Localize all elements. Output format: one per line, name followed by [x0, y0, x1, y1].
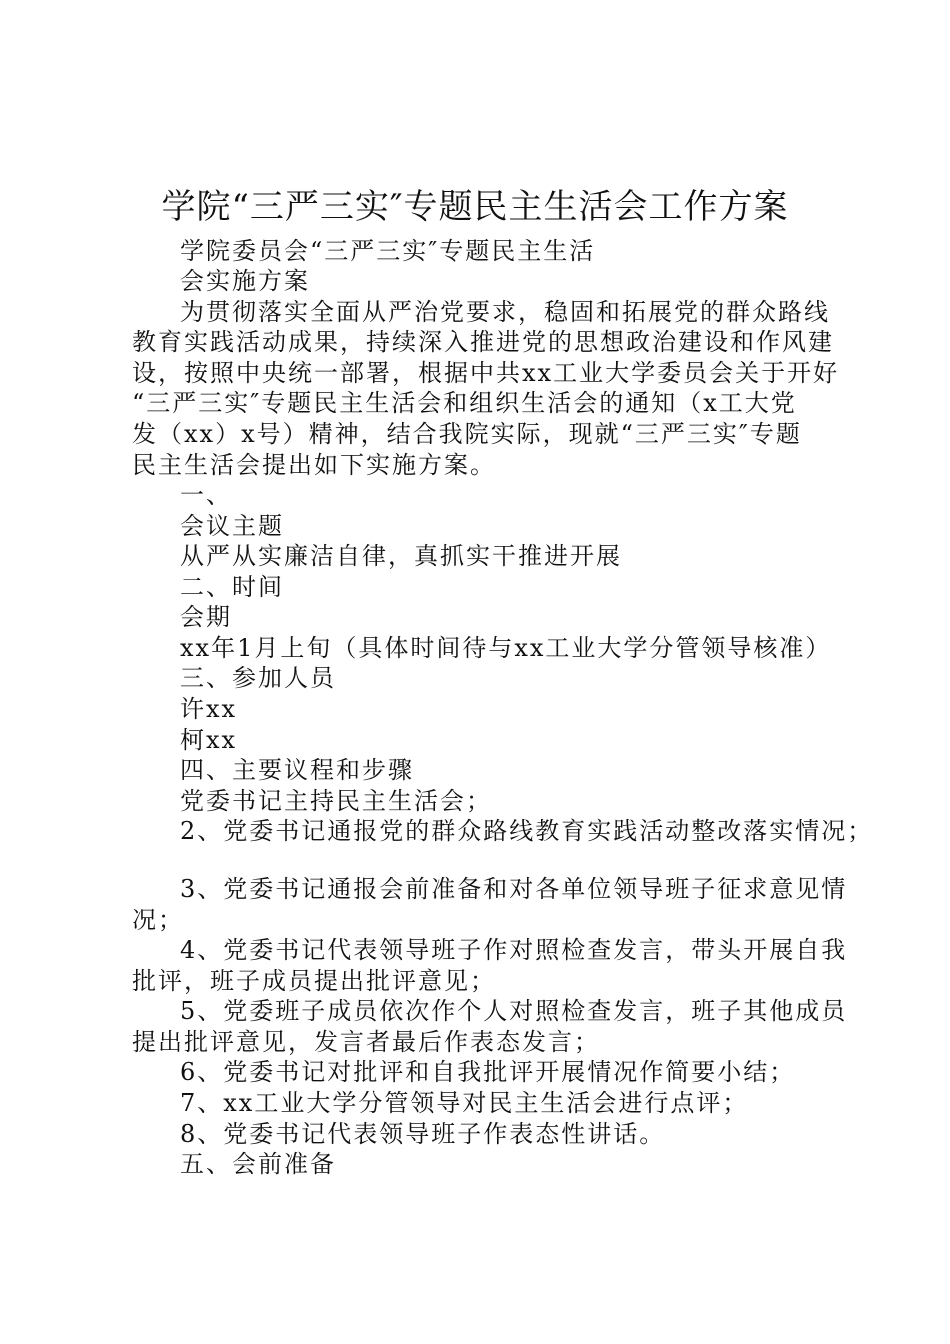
- text-line: 况；: [132, 906, 184, 934]
- text-line: 会期: [180, 603, 232, 631]
- section-heading: 一、: [180, 481, 232, 509]
- text-line: 7、xx工业大学分管领导对民主生活会进行点评；: [180, 1089, 749, 1117]
- section-heading: 二、时间: [180, 573, 284, 601]
- text-line: 5、党委班子成员依次作个人对照检查发言，班子其他成员: [180, 997, 848, 1025]
- text-line: 会实施方案: [180, 267, 310, 295]
- text-line: 设，按照中央统一部署，根据中共xx工业大学委员会关于开好: [132, 359, 840, 387]
- text-line: xx年1月上旬（具体时间待与xx工业大学分管领导核准）: [180, 634, 832, 662]
- text-line: 教育实践活动成果，持续深入推进党的思想政治建设和作风建: [132, 328, 834, 356]
- text-line: 许xx: [180, 695, 238, 723]
- text-line: 6、党委书记对批评和自我批评开展情况作简要小结；: [180, 1058, 796, 1086]
- section-heading: 四、主要议程和步骤: [180, 756, 414, 784]
- section-heading: 三、参加人员: [180, 664, 336, 692]
- text-line: 3、党委书记通报会前准备和对各单位领导班子征求意见情: [180, 875, 848, 903]
- text-line: 会议主题: [180, 512, 284, 540]
- text-line: 批评，班子成员提出批评意见；: [132, 967, 496, 995]
- text-line: 8、党委书记代表领导班子作表态性讲话。: [180, 1120, 666, 1148]
- document-title: 学院“三严三实″专题民主生活会工作方案: [161, 187, 789, 227]
- text-line: 学院委员会“三严三实″专题民主生活: [180, 237, 596, 265]
- text-line: 从严从实廉洁自律，真抓实干推进开展: [180, 542, 622, 570]
- text-line: 2、党委书记通报党的群众路线教育实践活动整改落实情况；: [180, 817, 874, 845]
- text-line: 发（xx）x号）精神，结合我院实际，现就“三严三实″专题: [132, 420, 802, 448]
- text-line: 党委书记主持民主生活会；: [180, 787, 492, 815]
- text-line: 柯xx: [180, 726, 238, 754]
- section-heading: 五、会前准备: [180, 1150, 336, 1178]
- text-line: 为贯彻落实全面从严治党要求，稳固和拓展党的群众路线: [180, 298, 830, 326]
- text-line: “三严三实″专题民主生活会和组织生活会的通知（x工大党: [132, 389, 797, 417]
- text-line: 提出批评意见，发言者最后作表态发言；: [132, 1028, 600, 1056]
- text-line: 4、党委书记代表领导班子作对照检查发言，带头开展自我: [180, 936, 848, 964]
- text-line: 民主生活会提出如下实施方案。: [132, 451, 496, 479]
